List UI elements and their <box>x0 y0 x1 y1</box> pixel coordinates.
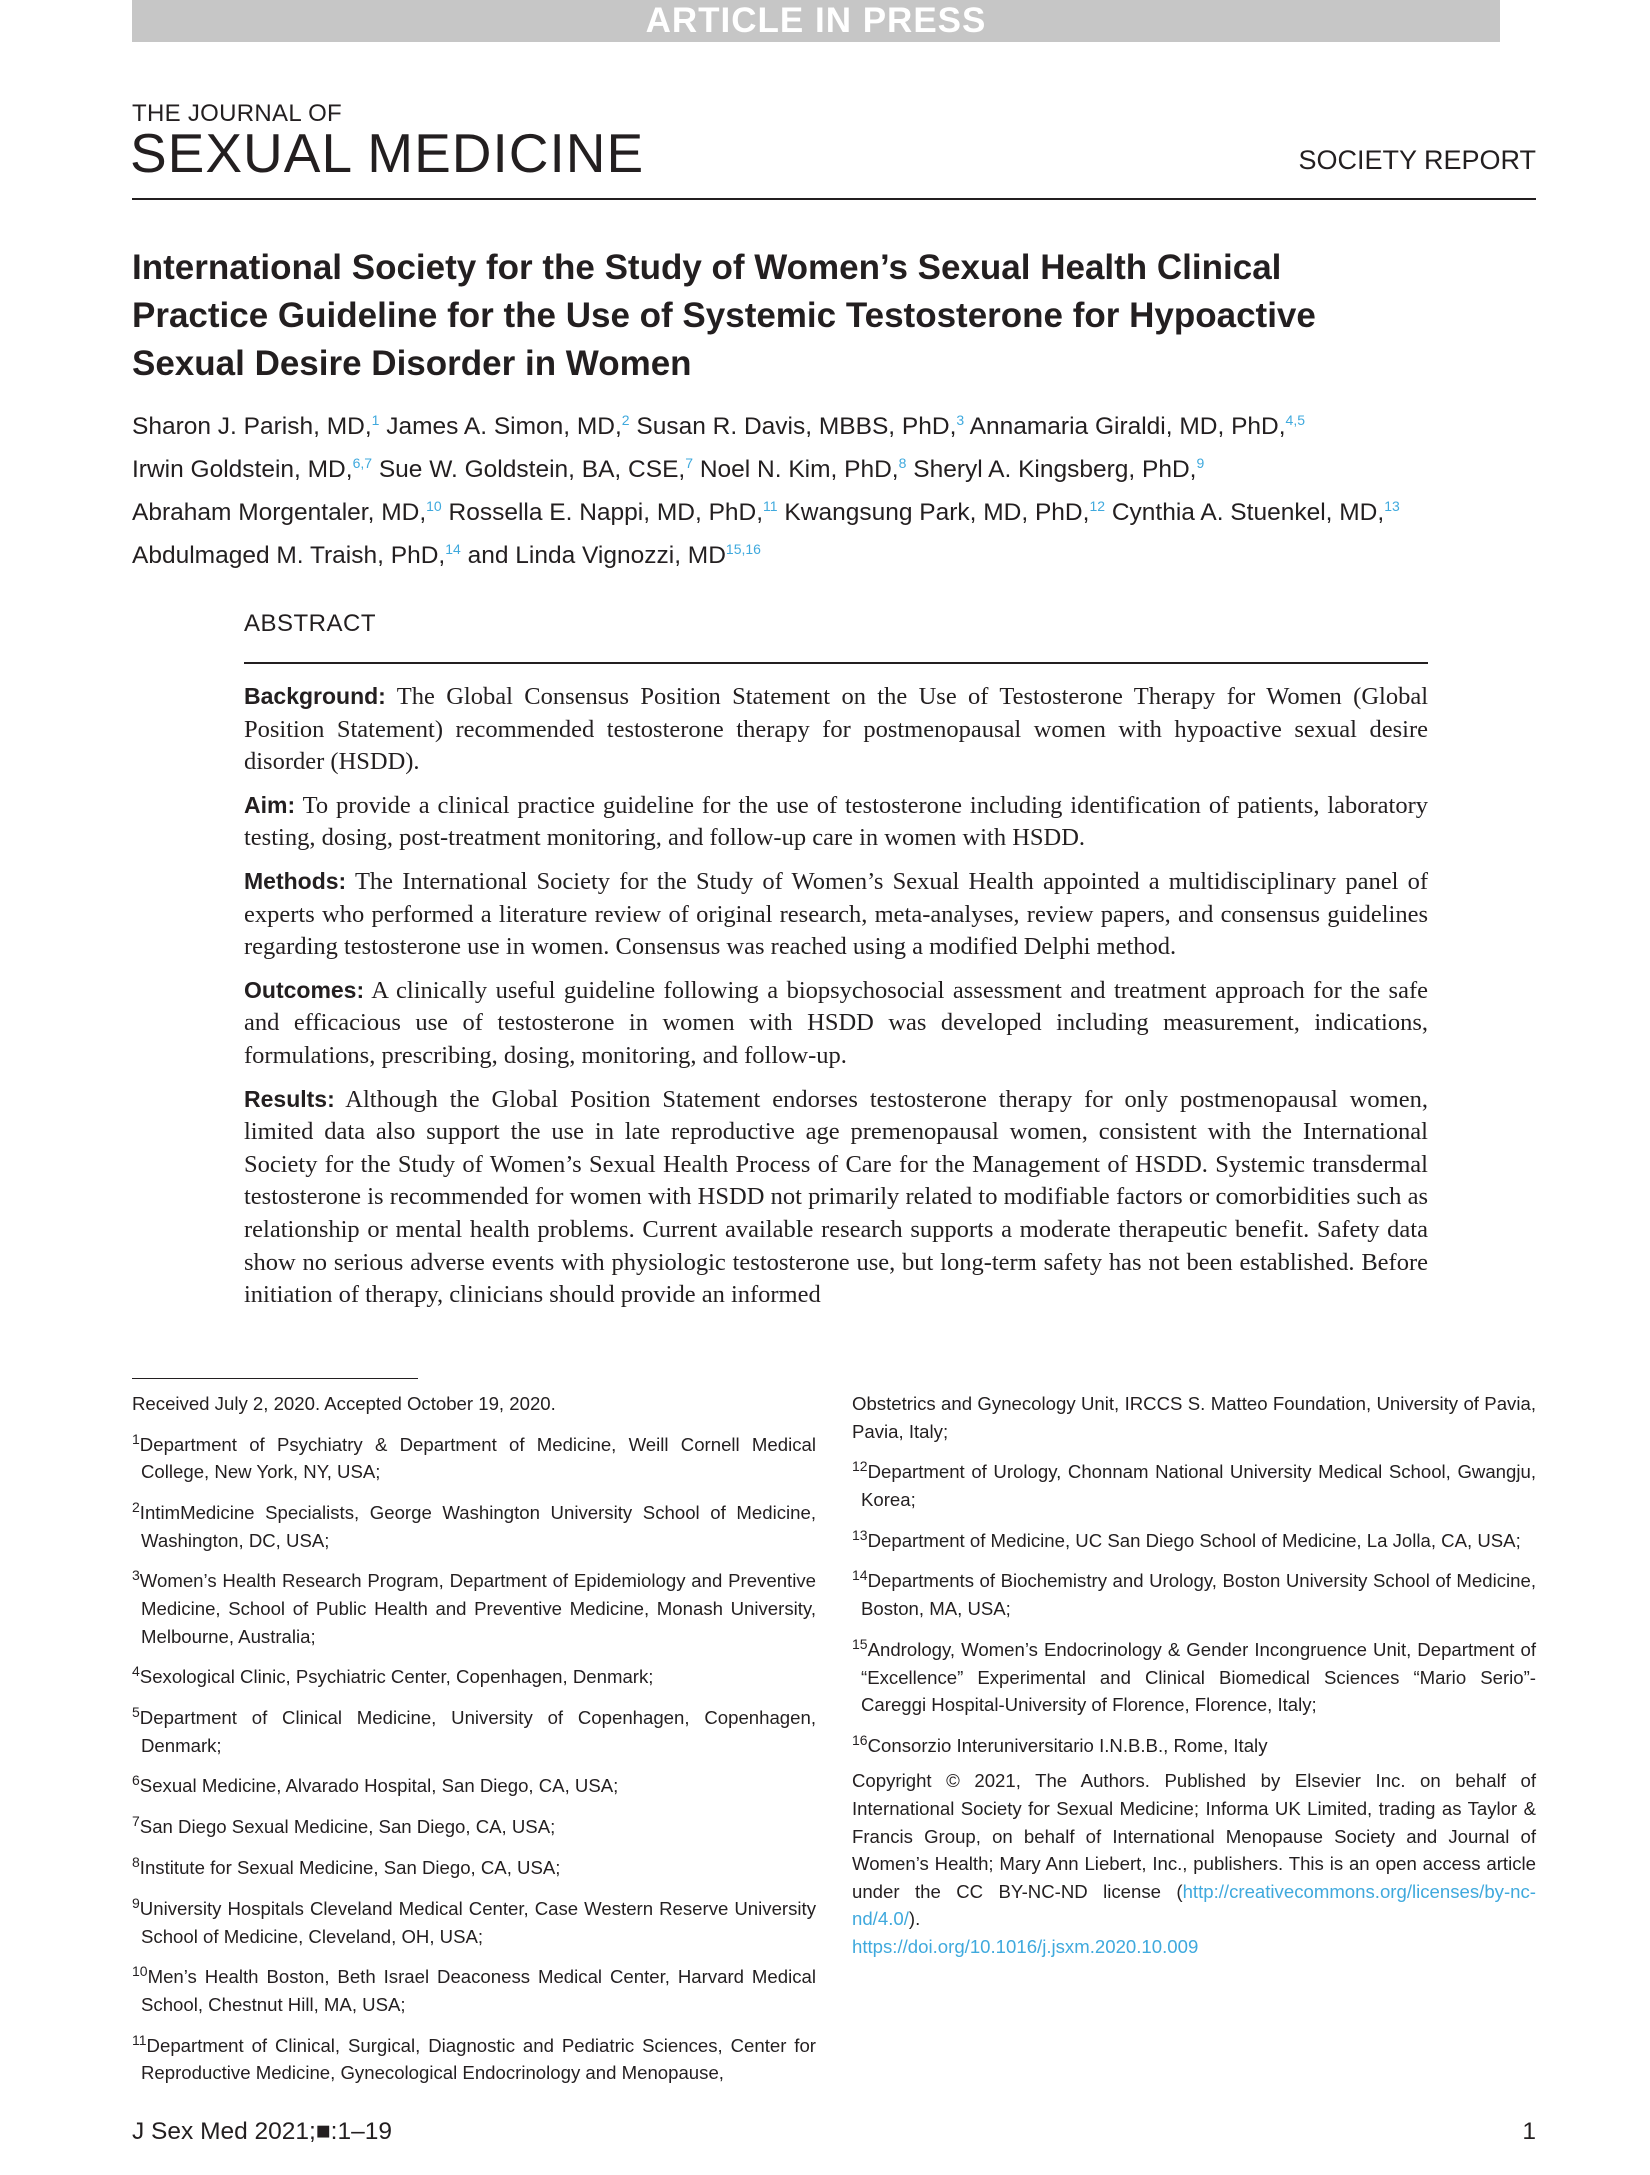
abstract-rule <box>244 662 1428 664</box>
author-name: Sharon J. Parish, MD, <box>132 413 372 441</box>
affiliation-marker[interactable]: 8 <box>898 455 907 472</box>
affiliation-marker[interactable]: 1 <box>371 412 380 428</box>
article-title: International Society for the Study of Women’s Sexual Health Clinical Practice Guideline for the Use of Systemic Testosterone for Hypoactive Sexual Desire Disorder in Women <box>132 248 1316 383</box>
journal-name-line1: THE JOURNAL OF <box>132 100 342 127</box>
doi-link[interactable]: https://doi.org/10.1016/j.jsxm.2020.10.009 <box>852 1936 1199 1958</box>
affiliation-footnote <box>852 1453 1536 1513</box>
affiliation-text: San Diego Sexual Medicine, San Diego, CA, USA; <box>139 1816 556 1838</box>
affiliation-text: Departments of Biochemistry and Urology, Boston University School of Medicine, Boston, MA, USA; <box>861 1570 1536 1620</box>
author-name: Noel N. Kim, PhD, <box>699 456 899 484</box>
author-name: Sheryl A. Kingsberg, PhD, <box>913 456 1197 484</box>
footnote-rule <box>132 1378 418 1379</box>
affiliation-footnote <box>852 1727 1536 1760</box>
affiliation-marker[interactable]: 11 <box>763 498 778 515</box>
affiliation-number: 2 <box>132 1498 140 1515</box>
header-rule <box>132 198 1536 200</box>
affiliation-number: 9 <box>132 1894 140 1911</box>
author-name: Cynthia A. Stuenkel, MD, <box>1111 499 1385 527</box>
author-name: Kwangsung Park, MD, PhD, <box>784 499 1090 527</box>
affiliation-marker[interactable]: 12 <box>1089 498 1106 515</box>
abstract-section <box>244 789 1428 855</box>
journal-name-line2: SEXUAL MEDICINE <box>130 122 645 184</box>
affiliation-footnote <box>132 1767 816 1800</box>
abstract-section <box>244 680 1428 779</box>
footer-citation: J Sex Med 2021;■:1–19 <box>132 2118 392 2145</box>
affiliation-number: 14 <box>852 1567 868 1584</box>
affiliation-footnote <box>852 1562 1536 1622</box>
affiliation-marker[interactable]: 2 <box>621 412 630 428</box>
affiliation-number: 11 <box>132 2031 147 2048</box>
abstract-section-text: To provide a clinical practice guideline for the use of testosterone including identification of patients, laboratory testing, dosing, post-treatment monitoring, and follow-up care in women with HSDD. <box>244 791 1428 852</box>
affiliation-text: Women’s Health Research Program, Department of Epidemiology and Preventive Medicine, School of Public Health and Preventive Medicine, Monash University, Melbourne, Australia; <box>139 1570 816 1647</box>
affiliation-text: Department of Urology, Chonnam National University Medical School, Gwangju, Korea; <box>861 1461 1536 1510</box>
abstract-section-label: Methods: <box>244 867 347 894</box>
affiliation-text: IntimMedicine Specialists, George Washington University School of Medicine, Washington, DC, USA; <box>139 1502 816 1551</box>
author-name: Abraham Morgentaler, MD, <box>132 499 427 527</box>
author-name: Irwin Goldstein, MD, <box>132 456 353 484</box>
author-name: Annamaria Giraldi, MD, PhD, <box>969 413 1286 441</box>
affiliation-number: 15 <box>852 1635 868 1652</box>
footnotes-left-column <box>132 1390 816 2095</box>
affiliation-number: 10 <box>132 1963 148 1980</box>
author-name: James A. Simon, MD, <box>386 413 622 441</box>
affiliation-marker[interactable]: 9 <box>1196 455 1205 472</box>
affiliation-text: Institute for Sexual Medicine, San Diego, CA, USA; <box>139 1857 561 1879</box>
affiliation-marker[interactable]: 10 <box>426 498 442 515</box>
abstract-section-text: A clinically useful guideline following a biopsychosocial assessment and treatment approach for the safe and efficacious use of testosterone in women with HSDD was developed including measurement, indications, formulations, prescribing, dosing, monitoring, and follow-up. <box>244 976 1428 1069</box>
received-date: Received July 2, 2020. Accepted October 19, 2020. <box>132 1393 556 1414</box>
affiliation-footnote <box>132 1426 816 1486</box>
affiliation-number: 16 <box>852 1731 868 1748</box>
affiliation-number: 7 <box>132 1813 140 1830</box>
affiliation-text: Department of Clinical, Surgical, Diagnostic and Pediatric Sciences, Center for Reproductive Medicine, Gynecological Endocrinology and Menopause, <box>141 2034 816 2084</box>
abstract-body <box>244 680 1428 1322</box>
abstract-section-text: The Global Consensus Position Statement on the Use of Testosterone Therapy for Women (Global Position Statement) recommended testosterone therapy for postmenopausal women with hypoactive sexual desire disorder (HSDD). <box>244 683 1428 776</box>
abstract-section <box>244 1083 1428 1312</box>
affiliation-text: Consorzio Interuniversitario I.N.B.B., Rome, Italy <box>867 1734 1268 1756</box>
abstract-section-label: Results: <box>244 1085 335 1112</box>
author-name: Abdulmaged M. Traish, PhD, <box>132 542 446 570</box>
affiliation-text: Sexual Medicine, Alvarado Hospital, San Diego, CA, USA; <box>139 1775 619 1797</box>
affiliation-footnote <box>132 1849 816 1882</box>
author-name: Rossella E. Nappi, MD, PhD, <box>448 499 764 527</box>
abstract-section <box>244 974 1428 1073</box>
section-label: SOCIETY REPORT <box>1298 145 1536 175</box>
affiliation-footnote <box>132 1699 816 1759</box>
copyright-close: ). <box>908 1908 921 1930</box>
affiliation-marker[interactable]: 6,7 <box>352 455 373 472</box>
affiliation-number: 5 <box>132 1704 140 1721</box>
affiliation-number: 13 <box>852 1526 868 1543</box>
abstract-section-text: Although the Global Position Statement endorses testosterone therapy for only postmenopausal women, limited data also support the use in late reproductive age premenopausal women, consistent with the International Society for the Study of Women’s Sexual Health Process of Care for the Management of HSDD. Systemic transdermal testosterone is recommended for women with HSDD not primarily related to modifiable factors or comorbidities such as relationship or mental health problems. Current available research supports a moderate therapeutic benefit. Safety data show no serious adverse events with physiologic testosterone use, but long-term safety has not been established. Before initiation of therapy, clinicians should provide an informed <box>244 1085 1428 1309</box>
author-name: Sue W. Goldstein, BA, CSE, <box>378 456 686 484</box>
affiliation-footnote <box>132 1808 816 1841</box>
affiliation-footnote <box>852 1522 1536 1555</box>
affiliation-number: 6 <box>132 1772 140 1789</box>
affiliation-text: Sexological Clinic, Psychiatric Center, Copenhagen, Denmark; <box>139 1666 654 1688</box>
footnotes-right-column <box>852 1390 1536 1969</box>
affiliation-text: Department of Psychiatry & Department of Medicine, Weill Cornell Medical College, New York, NY, USA; <box>139 1433 816 1483</box>
affiliation-number: 1 <box>132 1430 140 1447</box>
affiliation-footnote <box>132 1658 816 1691</box>
affiliation-number: 4 <box>132 1663 140 1680</box>
affiliation-marker[interactable]: 4,5 <box>1285 412 1306 428</box>
affiliation-marker[interactable]: 7 <box>685 455 694 472</box>
abstract-section-label: Aim: <box>244 791 296 818</box>
affiliation-text: Andrology, Women’s Endocrinology & Gender Incongruence Unit, Department of “Excellence” Experimental and Clinical Biomedical Sciences “Mario Serio”-Careggi Hospital-University of Florence, Florence, Italy; <box>861 1638 1536 1716</box>
affiliation-footnote <box>132 1494 816 1554</box>
affiliation-footnote <box>132 2027 816 2087</box>
affiliation-text: Department of Clinical Medicine, University of Copenhagen, Copenhagen, Denmark; <box>139 1707 816 1756</box>
author-name: and Linda Vignozzi, MD <box>467 542 726 570</box>
affiliation-number: 12 <box>852 1458 868 1475</box>
author-name: Susan R. Davis, MBBS, PhD, <box>636 413 957 441</box>
abstract-section-label: Background: <box>244 683 386 709</box>
abstract-section <box>244 865 1428 964</box>
affiliation-marker[interactable]: 13 <box>1384 498 1400 515</box>
abstract-section-text: The International Society for the Study of Women’s Sexual Health appointed a multidisciplinary panel of experts who performed a literature review of original research, meta-analyses, review papers, and consensus guidelines regarding testosterone use in women. Consensus was reached using a modified Delphi method. <box>244 867 1428 961</box>
affiliation-text: Men’s Health Boston, Beth Israel Deaconess Medical Center, Harvard Medical School, Chestnut Hill, MA, USA; <box>141 1966 816 2015</box>
affiliation-footnote <box>852 1631 1536 1719</box>
author-list <box>132 402 1552 575</box>
affiliation-continued: Obstetrics and Gynecology Unit, IRCCS S. Matteo Foundation, University of Pavia, Pavia, Italy; <box>852 1393 1536 1442</box>
copyright-notice <box>852 1767 1536 1960</box>
license-link[interactable]: http://creativecommons.org/licenses/by-nc-nd/4.0/ <box>852 1880 1536 1930</box>
affiliation-marker[interactable]: 14 <box>445 541 461 558</box>
abstract-section-label: Outcomes: <box>244 976 365 1003</box>
affiliation-text: Department of Medicine, UC San Diego School of Medicine, La Jolla, CA, USA; <box>867 1529 1521 1551</box>
abstract-heading: ABSTRACT <box>244 610 377 637</box>
copyright-text: Copyright © 2021, The Authors. Published by Elsevier Inc. on behalf of International Society for Sexual Medicine; Informa UK Limited, trading as Taylor & Francis Group, on behalf of International Menopause Society and Journal of Women’s Health; Mary Ann Liebert, Inc., publishers. This is an open access article under the CC BY-NC-ND license ( <box>852 1770 1536 1902</box>
page-number: 1 <box>1522 2118 1536 2145</box>
article-in-press-banner: ARTICLE IN PRESS <box>132 0 1500 42</box>
affiliation-footnote <box>132 1562 816 1650</box>
affiliation-footnote <box>132 1958 816 2018</box>
affiliation-marker[interactable]: 3 <box>956 412 965 428</box>
affiliation-marker[interactable]: 15,16 <box>725 541 761 558</box>
affiliation-number: 3 <box>132 1567 140 1584</box>
affiliation-text: University Hospitals Cleveland Medical Center, Case Western Reserve University School of Medicine, Cleveland, OH, USA; <box>139 1898 816 1947</box>
affiliation-footnote <box>132 1890 816 1950</box>
affiliation-number: 8 <box>132 1854 140 1871</box>
